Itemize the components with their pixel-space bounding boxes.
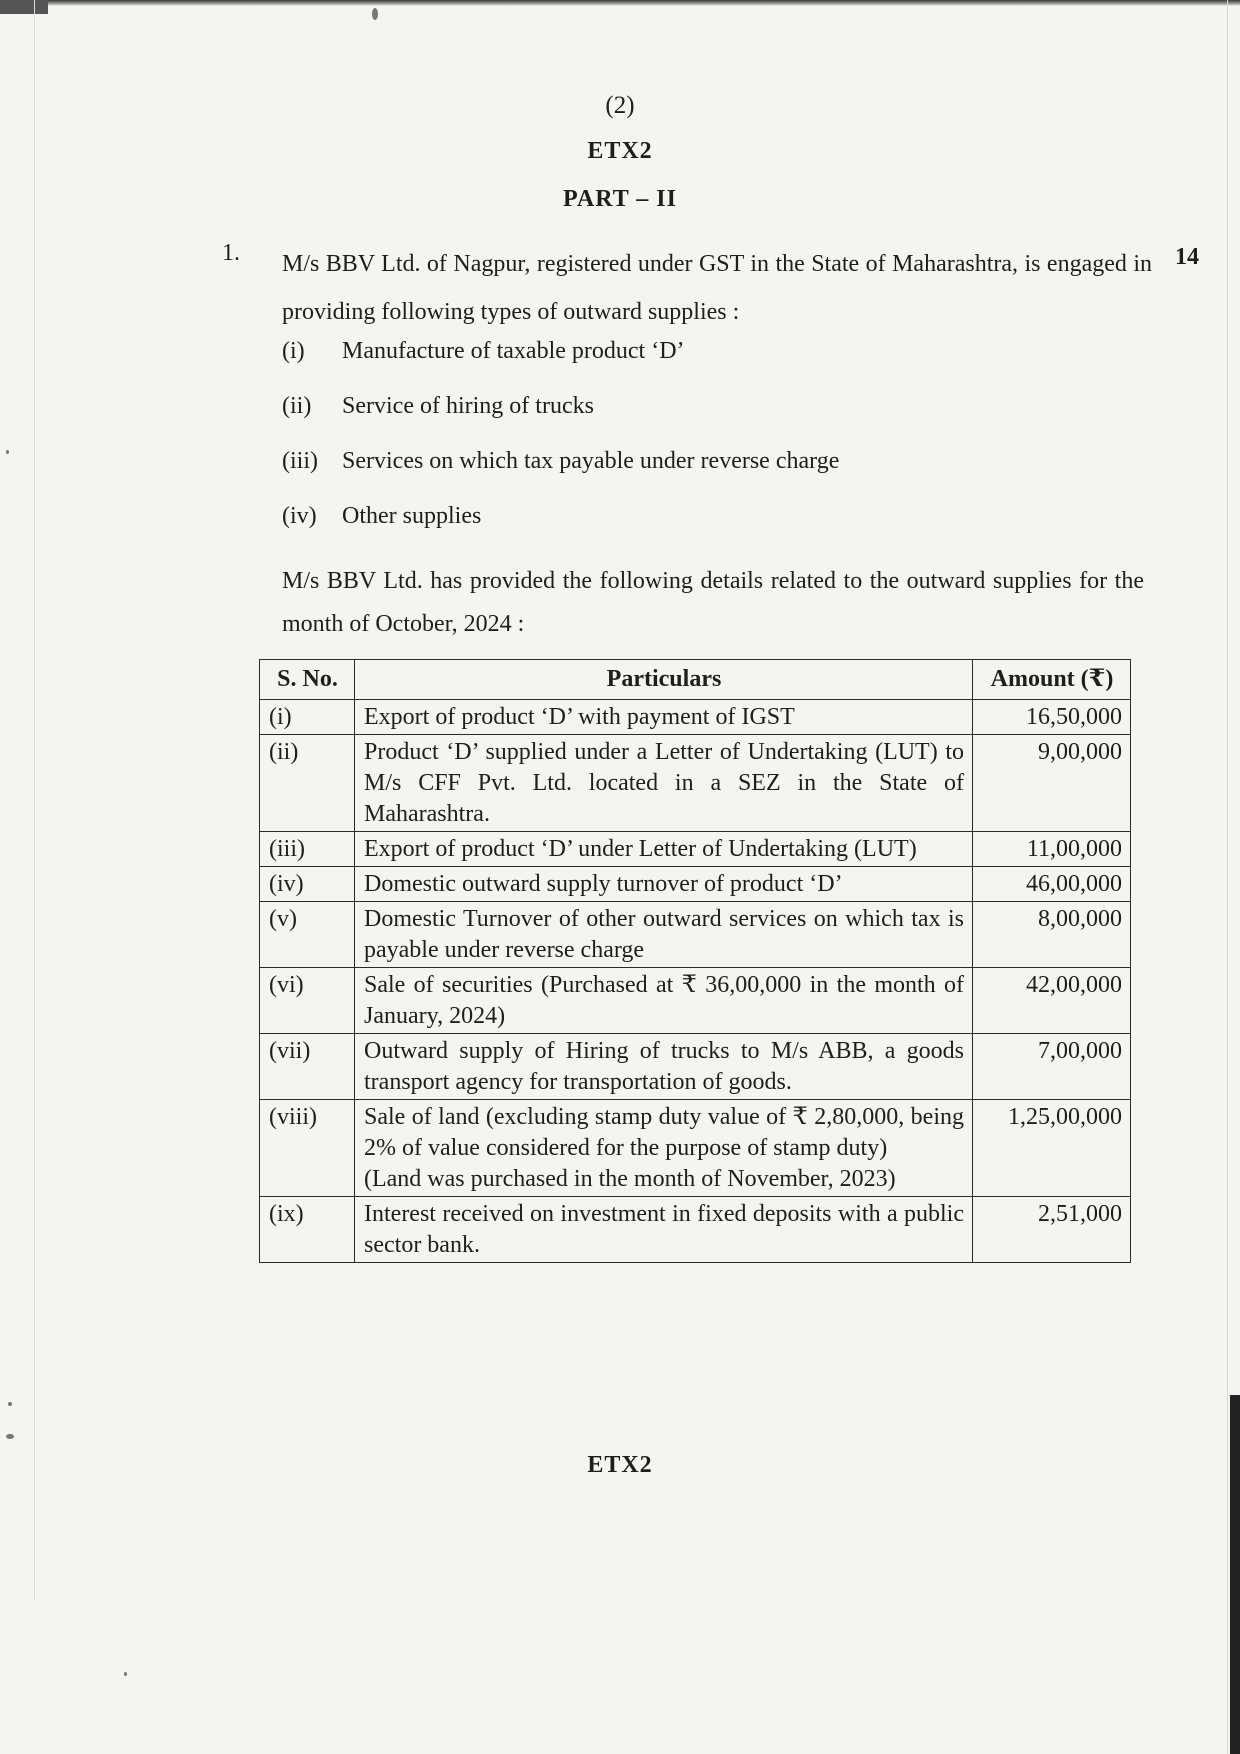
cell-sno: (v) xyxy=(260,902,355,968)
cell-amount: 16,50,000 xyxy=(973,700,1131,735)
cell-amount: 9,00,000 xyxy=(973,735,1131,832)
question-marks: 14 xyxy=(1175,244,1199,270)
question-number: 1. xyxy=(222,240,240,266)
part-heading: PART – II xyxy=(563,186,677,212)
cell-amount: 46,00,000 xyxy=(973,867,1131,902)
list-item-text: Other supplies xyxy=(342,503,482,529)
question-intro: M/s BBV Ltd. of Nagpur, registered under GST in the State of Maharashtra, is engaged in providing following types of outward supplies : xyxy=(282,251,1152,325)
cell-sno: (vii) xyxy=(260,1034,355,1100)
cell-amount: 7,00,000 xyxy=(973,1034,1131,1100)
cell-particulars: Sale of land (excluding stamp duty value of ₹ 2,80,000, being 2% of value considered for the purpose of stamp duty) xyxy=(364,1104,964,1161)
list-item-text: Manufacture of taxable product ‘D’ xyxy=(342,338,685,364)
table-row xyxy=(260,867,1131,902)
supply-type-list xyxy=(282,338,1142,558)
details-intro: M/s BBV Ltd. has provided the following details related to the outward supplies for the month of October, 2024 : xyxy=(282,568,1144,637)
table-row xyxy=(260,735,1131,832)
scan-speck xyxy=(8,1402,12,1406)
scan-edge-top xyxy=(0,0,1240,6)
scan-edge-shadow xyxy=(1230,1395,1240,1754)
cell-amount: 42,00,000 xyxy=(973,968,1131,1034)
list-item-label: (ii) xyxy=(282,393,312,419)
table-header-row xyxy=(260,660,1131,700)
cell-sno: (viii) xyxy=(260,1100,355,1197)
cell-particulars: Product ‘D’ supplied under a Letter of Undertaking (LUT) to M/s CFF Pvt. Ltd. located in a SEZ in the State of Maharashtra. xyxy=(355,735,973,832)
cell-sno: (iv) xyxy=(260,867,355,902)
table-row xyxy=(260,700,1131,735)
cell-particulars: Outward supply of Hiring of trucks to M/s ABB, a goods transport agency for transportation of goods. xyxy=(355,1034,973,1100)
scan-edge-right xyxy=(1227,0,1228,1754)
cell-particulars: Export of product ‘D’ under Letter of Undertaking (LUT) xyxy=(355,832,973,867)
cell-particulars: Sale of securities (Purchased at ₹ 36,00,000 in the month of January, 2024) xyxy=(355,968,973,1034)
page-number: (2) xyxy=(605,92,635,119)
footer-paper-code: ETX2 xyxy=(587,1452,653,1478)
cell-amount: 11,00,000 xyxy=(973,832,1131,867)
cell-sno: (iii) xyxy=(260,832,355,867)
scan-speck xyxy=(6,450,9,454)
cell-sno: (ii) xyxy=(260,735,355,832)
cell-sno: (i) xyxy=(260,700,355,735)
cell-amount: 2,51,000 xyxy=(973,1197,1131,1263)
scan-speck xyxy=(124,1672,127,1676)
paper-code: ETX2 xyxy=(587,138,653,164)
list-item xyxy=(282,448,1142,503)
list-item xyxy=(282,503,1142,558)
cell-particulars-note: (Land was purchased in the month of November, 2023) xyxy=(364,1166,896,1192)
list-item-text: Service of hiring of trucks xyxy=(342,393,594,419)
table-row xyxy=(260,902,1131,968)
table-row xyxy=(260,968,1131,1034)
scan-speck xyxy=(6,1434,14,1439)
scan-edge-left xyxy=(34,0,35,1600)
list-item-label: (iv) xyxy=(282,503,317,529)
scan-edge-corner xyxy=(0,0,48,14)
header-amount: Amount (₹) xyxy=(973,660,1131,700)
cell-particulars-group xyxy=(355,1100,973,1197)
list-item-label: (iii) xyxy=(282,448,318,474)
list-item xyxy=(282,338,1142,393)
cell-sno: (vi) xyxy=(260,968,355,1034)
list-item-label: (i) xyxy=(282,338,305,364)
table-row xyxy=(260,1034,1131,1100)
table-row xyxy=(260,832,1131,867)
cell-particulars: Interest received on investment in fixed deposits with a public sector bank. xyxy=(355,1197,973,1263)
table-row xyxy=(260,1100,1131,1197)
header-sno: S. No. xyxy=(260,660,355,700)
table-row xyxy=(260,1197,1131,1263)
list-item xyxy=(282,393,1142,448)
cell-particulars: Domestic outward supply turnover of product ‘D’ xyxy=(355,867,973,902)
cell-amount: 8,00,000 xyxy=(973,902,1131,968)
cell-particulars: Domestic Turnover of other outward services on which tax is payable under reverse charge xyxy=(355,902,973,968)
list-item-text: Services on which tax payable under reverse charge xyxy=(342,448,840,474)
cell-particulars: Export of product ‘D’ with payment of IGST xyxy=(355,700,973,735)
cell-sno: (ix) xyxy=(260,1197,355,1263)
supplies-table xyxy=(259,659,1131,1263)
scan-speck xyxy=(372,8,378,20)
header-particulars: Particulars xyxy=(355,660,973,700)
cell-amount: 1,25,00,000 xyxy=(973,1100,1131,1197)
